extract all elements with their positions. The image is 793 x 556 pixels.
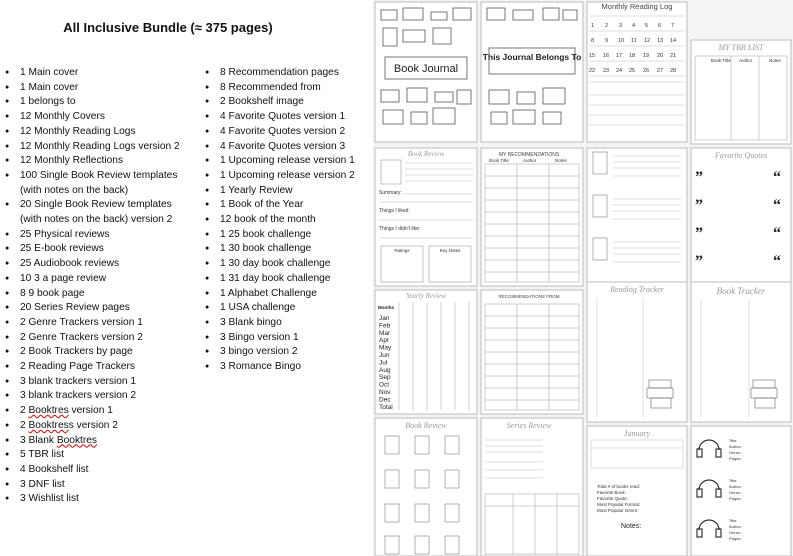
svg-text:12: 12 [644, 38, 651, 44]
yearly-review-month-label: Jun [379, 352, 390, 359]
contents-list-item: ● 3 blank trackers version 1 [5, 375, 180, 390]
thumb-yearly-review [375, 290, 477, 414]
svg-text:Pages:: Pages: [729, 496, 742, 501]
svg-text:19: 19 [643, 53, 650, 59]
contents-list-item: ● 1 belongs to [5, 95, 180, 110]
contents-list-item: ● 1 Alphabet Challenge [205, 287, 355, 302]
yearly-review-month-label: Jan [379, 315, 390, 322]
svg-text:Total # of books read:: Total # of books read: [597, 484, 641, 489]
contents-list-item: ● 25 E-book reviews [5, 242, 180, 257]
svg-text:11: 11 [631, 38, 637, 44]
svg-text:20: 20 [657, 53, 664, 59]
svg-text:23: 23 [603, 68, 610, 74]
thumb-three-a-page-review [587, 148, 687, 286]
contents-list-item: ● 25 Physical reviews [5, 228, 180, 243]
svg-text:January: January [623, 429, 651, 438]
thumb-nine-book-page [375, 418, 477, 556]
thumb-series-review [481, 418, 583, 556]
svg-text:1: 1 [591, 23, 595, 29]
svg-text:Summary:: Summary: [379, 190, 402, 196]
svg-text:18: 18 [629, 53, 636, 59]
thumb-book-tracker [691, 282, 791, 422]
svg-text:15: 15 [589, 53, 596, 59]
svg-text:Favorite Quote:: Favorite Quote: [597, 496, 629, 501]
contents-list-item: ● 2 Booktres version 1 [5, 404, 180, 419]
svg-text:Ratings: Ratings [394, 248, 410, 253]
contents-list-item: ● 1 Upcoming release version 1 [205, 154, 355, 169]
contents-list-item: ● 20 Series Review pages [5, 301, 180, 316]
contents-list-item: ● 1 Upcoming release version 2 [205, 169, 355, 184]
svg-text:2: 2 [605, 23, 609, 29]
contents-list-item: ● 2 Reading Page Trackers [5, 360, 180, 375]
svg-text:Notes:: Notes: [621, 523, 642, 530]
svg-text:Pages:: Pages: [729, 536, 742, 541]
svg-text:Genre:: Genre: [729, 450, 742, 455]
contents-list-item: ● 5 TBR list [5, 448, 180, 463]
contents-list-item: ● 1 31 day book challenge [205, 272, 355, 287]
thumb-cover-page [375, 2, 477, 142]
contents-list-item: ● 4 Favorite Quotes version 3 [205, 140, 355, 155]
svg-text:Things I didn't like:: Things I didn't like: [379, 226, 421, 232]
svg-text:Title:: Title: [729, 438, 738, 443]
svg-text:“: “ [773, 253, 781, 270]
contents-list-item: ● 25 Audiobook reviews [5, 257, 180, 272]
svg-text:10: 10 [618, 38, 625, 44]
contents-list-left [5, 66, 180, 507]
svg-text:Series Review: Series Review [506, 421, 552, 430]
svg-text:5: 5 [645, 23, 649, 29]
thumb-favorite-quotes [691, 148, 791, 286]
svg-text:Pages:: Pages: [729, 456, 742, 461]
contents-list-item: ● 3 blank trackers version 2 [5, 389, 180, 404]
contents-list-item: ● 2 Booktress version 2 [5, 419, 180, 434]
svg-text:Author:: Author: [729, 444, 742, 449]
svg-text:”: ” [695, 197, 703, 214]
svg-text:8: 8 [591, 38, 595, 44]
svg-text:MY RECOMMENDATIONS: MY RECOMMENDATIONS [498, 152, 560, 158]
svg-text:6: 6 [658, 23, 662, 29]
thumb-belongs-to-page [481, 2, 583, 142]
svg-text:Things I liked:: Things I liked: [379, 208, 410, 214]
yearly-review-month-label: Jul [379, 359, 388, 367]
svg-text:”: ” [695, 169, 703, 186]
svg-text:4: 4 [632, 23, 636, 29]
contents-list-item: ● 4 Favorite Quotes version 2 [205, 125, 355, 140]
yearly-review-month-label: Oct [379, 381, 390, 389]
contents-list-item: ● 3 bingo version 2 [205, 345, 355, 360]
svg-text:3: 3 [619, 23, 623, 29]
yearly-review-month-label: Dec [379, 396, 391, 404]
contents-list-item: ● 3 Blank Booktres [5, 434, 180, 449]
svg-text:22: 22 [589, 68, 596, 74]
svg-text:Author: Author [739, 58, 753, 63]
thumb-monthly-reading-log [587, 2, 687, 142]
yearly-review-month-label: Feb [379, 322, 391, 330]
contents-list-item: ● 8 Recommended from [205, 81, 355, 96]
svg-text:26: 26 [643, 68, 650, 74]
thumb-recommended-from [481, 290, 583, 414]
thumb-audiobook-review [691, 426, 791, 556]
contents-list-item: ● 12 Monthly Reading Logs version 2 [5, 140, 180, 155]
svg-text:Book Title: Book Title [711, 58, 731, 63]
contents-list-item: ● 1 USA challenge [205, 301, 355, 316]
contents-list-item: ● 2 Book Trackers by page [5, 345, 180, 360]
contents-list-item: ● 3 DNF list [5, 478, 180, 493]
contents-list-item: ● 3 Romance Bingo [205, 360, 355, 375]
svg-text:”: ” [695, 225, 703, 242]
svg-text:Book Title: Book Title [489, 158, 509, 163]
svg-text:Most Popular Genre:: Most Popular Genre: [597, 508, 639, 513]
contents-list-item: ● 1 Main cover [5, 81, 180, 96]
svg-text:Favorite Book:: Favorite Book: [597, 490, 627, 495]
svg-text:”: ” [695, 253, 703, 270]
contents-list-item: ● 3 Blank bingo [205, 316, 355, 331]
contents-list-item: ● 12 Monthly Covers [5, 110, 180, 125]
svg-text:MY TBR LIST: MY TBR LIST [718, 43, 764, 52]
svg-text:RECOMMENDATIONS FROM: RECOMMENDATIONS FROM [498, 294, 560, 299]
contents-list-item: ● 100 Single Book Review templates (with notes on the back) [5, 169, 180, 198]
contents-list-item: ● 12 Monthly Reflections [5, 154, 180, 169]
yearly-review-month-label: Total [379, 403, 393, 411]
yearly-review-month-label: Aug [379, 366, 391, 374]
thumb-book-review-page [375, 148, 477, 286]
thumb-tbr-list [691, 40, 791, 144]
svg-text:Book Tracker: Book Tracker [716, 286, 766, 296]
svg-text:24: 24 [616, 68, 623, 74]
svg-text:Genre:: Genre: [729, 490, 742, 495]
svg-text:28: 28 [670, 68, 677, 74]
page-thumbnails-collage [373, 0, 793, 556]
belongs-to-title: This Journal Belongs To [482, 52, 582, 62]
svg-text:Author:: Author: [729, 524, 742, 529]
svg-text:Key Notes: Key Notes [439, 248, 461, 253]
contents-list-item: ● 8 Recommendation pages [205, 66, 355, 81]
svg-text:17: 17 [616, 53, 623, 59]
svg-text:9: 9 [605, 38, 609, 44]
contents-list-item: ● 2 Genre Trackers version 1 [5, 316, 180, 331]
svg-text:“: “ [773, 225, 781, 242]
cover-title: Book Journal [393, 63, 459, 75]
contents-list-item: ● 3 Bingo version 1 [205, 331, 355, 346]
contents-list-item: ● 1 30 day book challenge [205, 257, 355, 272]
svg-text:Author:: Author: [729, 484, 742, 489]
svg-text:Genre:: Genre: [729, 530, 742, 535]
svg-text:Yearly Review: Yearly Review [406, 292, 446, 300]
contents-list-item: ● 2 Bookshelf image [205, 95, 355, 110]
yearly-review-month-label: Apr [379, 337, 390, 345]
svg-text:“: “ [773, 169, 781, 186]
svg-text:Monthly Reading Log: Monthly Reading Log [601, 2, 673, 11]
svg-text:Favorite Quotes: Favorite Quotes [714, 151, 768, 160]
thumb-recommendations-page [481, 148, 583, 286]
contents-list-item: ● 1 30 book challenge [205, 242, 355, 257]
contents-list-item: ● 12 Monthly Reading Logs [5, 125, 180, 140]
contents-list-item: ● 10 3 a page review [5, 272, 180, 287]
svg-text:7: 7 [671, 23, 675, 29]
yearly-review-month-label: Mar [379, 329, 391, 337]
contents-list-item: ● 2 Genre Trackers version 2 [5, 331, 180, 346]
contents-list-item: ● 3 Wishlist list [5, 492, 180, 507]
contents-list-item: ● 1 Main cover [5, 66, 180, 81]
yearly-review-month-label: May [379, 344, 392, 352]
yearly-review-month-label: Sep [379, 374, 391, 382]
contents-list-item: ● 4 Favorite Quotes version 1 [205, 110, 355, 125]
bundle-title: All Inclusive Bundle (≈ 375 pages) [63, 20, 273, 35]
contents-list-item: ● 8 9 book page [5, 287, 180, 302]
svg-text:Author: Author [523, 158, 537, 163]
svg-text:27: 27 [657, 68, 664, 74]
svg-text:Book Review: Book Review [405, 421, 447, 430]
svg-text:“: “ [773, 197, 781, 214]
svg-text:Most Popular Format:: Most Popular Format: [597, 502, 641, 507]
contents-list-item: ● 20 Single Book Review templates (with notes on the back) version 2 [5, 198, 180, 227]
svg-text:13: 13 [657, 38, 664, 44]
svg-text:25: 25 [629, 68, 636, 74]
svg-text:16: 16 [603, 53, 610, 59]
svg-text:Title:: Title: [729, 478, 738, 483]
contents-list-item: ● 12 book of the month [205, 213, 355, 228]
svg-text:Notes: Notes [769, 58, 781, 63]
contents-list-item: ● 4 Bookshelf list [5, 463, 180, 478]
contents-list-item: ● 1 Yearly Review [205, 184, 355, 199]
yearly-review-month-label: Nov [379, 389, 391, 396]
svg-text:21: 21 [670, 53, 677, 59]
svg-text:Title:: Title: [729, 518, 738, 523]
svg-text:Notes: Notes [555, 158, 567, 163]
svg-text:14: 14 [670, 38, 677, 44]
svg-text:Book Review: Book Review [407, 150, 445, 158]
thumb-reading-tracker [587, 282, 687, 422]
contents-list-item: ● 1 Book of the Year [205, 198, 355, 213]
thumb-monthly-reflection [587, 426, 687, 556]
svg-text:Reading Tracker: Reading Tracker [610, 285, 664, 294]
contents-list-item: ● 1 25 book challenge [205, 228, 355, 243]
svg-text:Months: Months [378, 305, 394, 310]
contents-list-right [205, 66, 355, 375]
